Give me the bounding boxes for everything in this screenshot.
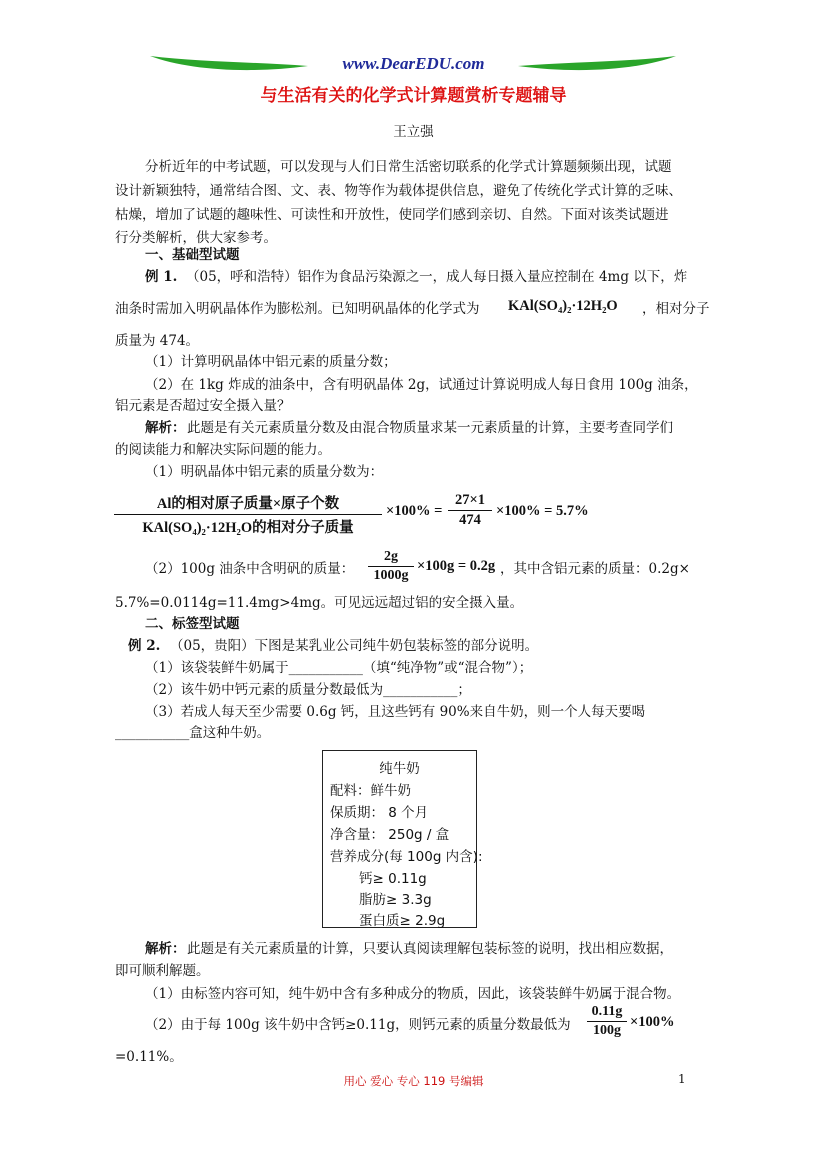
fraction-numerator: Al的相对原子质量×原子个数 — [114, 492, 382, 515]
page-number: 1 — [678, 1072, 686, 1086]
intro-line: 设计新颖独特，通常结合图、文、表、物等作为载体提供信息，避免了传统化学式计算的乏味、 — [115, 183, 682, 199]
fraction-denominator: 1000g — [373, 568, 409, 583]
example-label: 例 2. — [128, 638, 161, 654]
fraction-numerator: 0.11g — [587, 1004, 627, 1022]
answer-text: （2）100g 油条中含明矾的质量： — [145, 561, 355, 577]
question-text: （2）该牛奶中钙元素的质量分数最低为___________； — [145, 682, 471, 698]
fraction-denominator: 474 — [459, 512, 481, 528]
question-text: 铝元素是否超过安全摄入量？ — [115, 398, 291, 414]
example-text: 质量为 474。 — [115, 333, 200, 349]
label-title: 纯牛奶 — [379, 761, 420, 777]
fraction-calcium — [587, 1004, 627, 1039]
fraction-mass — [368, 549, 414, 584]
analysis-label: 解析： — [145, 941, 186, 957]
answer-text: （1）由标签内容可知，纯牛奶中含有多种成分的物质，因此，该袋装鲜牛奶属于混合物。 — [145, 986, 681, 1002]
label-ingredients: 配料：鲜牛奶 — [330, 783, 411, 799]
intro-line: 行分类解析，供大家参考。 — [115, 230, 277, 246]
example-label: 例 1. — [145, 269, 178, 285]
question-text: ___________盒这种牛奶。 — [115, 725, 271, 741]
fraction-aluminum — [114, 492, 382, 537]
alum-formula: KAl(SO₄)₂·12H₂O — [508, 298, 618, 314]
analysis-label: 解析： — [145, 420, 186, 436]
question-text: （3）若成人每天至少需要 0.6g 钙，且这些钙有 90%来自牛奶，则一个人每天要喝 — [145, 704, 646, 720]
footer-slogan: 用心 爱心 专心 119 号编辑 — [343, 1074, 484, 1088]
answer-text: ，其中含铝元素的质量：0.2g× — [500, 561, 690, 577]
fraction-values — [448, 492, 492, 529]
answer-text: =0.11%。 — [115, 1049, 183, 1065]
analysis-text: 此题是有关元素质量分数及由混合物质量求某一元素质量的计算，主要考查同学们 — [187, 420, 673, 436]
page-title: 与生活有关的化学式计算题赏析专题辅导 — [260, 86, 567, 106]
formula-result: ×100g = 0.2g — [417, 558, 496, 574]
label-fat: 脂肪≥ 3.3g — [359, 892, 432, 908]
fraction-numerator: 2g — [368, 549, 414, 567]
question-text: （1）该袋装鲜牛奶属于___________（填“纯净物”或“混合物”）； — [145, 660, 533, 676]
answer-text: （2）由于每 100g 该牛奶中含钙≥0.11g，则钙元素的质量分数最低为 — [145, 1017, 571, 1033]
example-text: （05，呼和浩特）铝作为食品污染源之一，成人每日摄入量应控制在 4mg 以下，炸 — [186, 269, 688, 285]
analysis-text: 此题是有关元素质量的计算，只要认真阅读理解包装标签的说明，找出相应数据， — [187, 941, 673, 957]
example-text: ，相对分子 — [642, 301, 710, 317]
question-text: （1）计算明矾晶体中铝元素的质量分数； — [145, 354, 397, 370]
section-heading: 二、标签型试题 — [145, 616, 240, 632]
brand-link[interactable]: www.DearEDU.com — [342, 54, 485, 73]
milk-label-box — [322, 750, 483, 929]
label-protein: 蛋白质≥ 2.9g — [359, 913, 446, 929]
label-shelf-life: 保质期： 8 个月 — [330, 805, 429, 821]
example-text: （05，贵阳）下图是某乳业公司纯牛奶包装标签的部分说明。 — [170, 638, 539, 654]
question-text: （2）在 1kg 炸成的油条中，含有明矾晶体 2g，试通过计算说明成人每日食用 100g 油条， — [145, 377, 698, 393]
analysis-text: 的阅读能力和解决实际问题的能力。 — [115, 442, 331, 458]
answer-text: （1）明矾晶体中铝元素的质量分数为： — [145, 464, 384, 480]
formula-result: ×100% = 5.7% — [496, 503, 589, 519]
fraction-denominator: KAl(SO₄)₂·12H₂O的相对分子质量 — [142, 520, 354, 536]
fraction-numerator: 27×1 — [448, 492, 492, 511]
fraction-denominator: 100g — [593, 1023, 621, 1038]
intro-line: 枯燥，增加了试题的趣味性、可读性和开放性，使同学们感到亲切、自然。下面对该类试题进 — [115, 207, 669, 223]
section-heading: 一、基础型试题 — [145, 247, 240, 263]
intro-line: 分析近年的中考试题，可以发现与人们日常生活密切联系的化学式计算题频频出现，试题 — [145, 159, 672, 175]
label-nutrition: 营养成分(每 100g 内含): — [330, 849, 483, 865]
author-name: 王立强 — [393, 124, 434, 140]
answer-text: 5.7%=0.0114g=11.4mg>4mg。可见远远超过铝的安全摄入量。 — [115, 595, 524, 611]
label-net-content: 净含量： 250g / 盒 — [330, 827, 450, 843]
analysis-text: 即可顺利解题。 — [115, 963, 210, 979]
formula-result: ×100% — [630, 1014, 675, 1030]
times-operator: ×100% = — [386, 503, 443, 519]
label-calcium: 钙≥ 0.11g — [359, 871, 427, 887]
example-text: 油条时需加入明矾晶体作为膨松剂。已知明矾晶体的化学式为 — [115, 301, 480, 317]
